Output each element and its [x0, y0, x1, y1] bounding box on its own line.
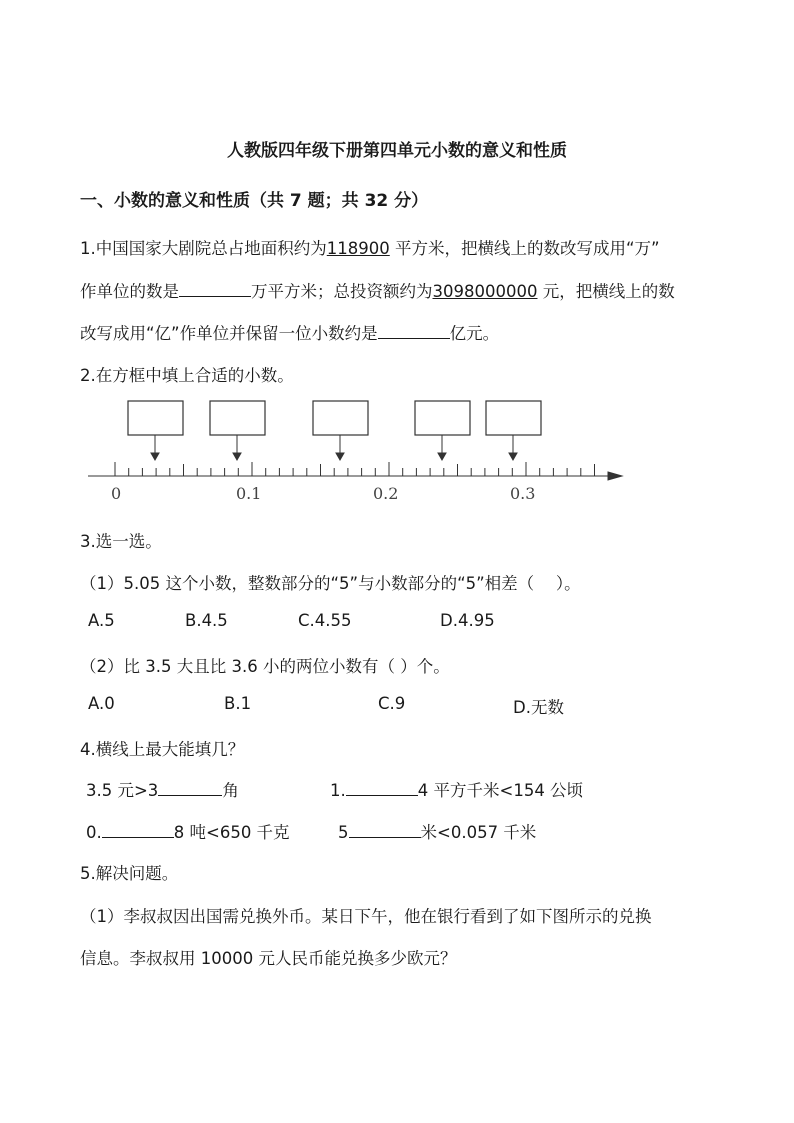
- answer-box-2[interactable]: [210, 401, 265, 435]
- tick-label-0.3: 0.3: [510, 484, 536, 503]
- q3-sub1-option-c[interactable]: C.4.55: [298, 611, 352, 630]
- q3-sub2-option-d[interactable]: D.无数: [513, 698, 564, 717]
- q4-c-blank[interactable]: [102, 823, 174, 838]
- q3-sub2-option-b[interactable]: B.1: [224, 694, 252, 713]
- q4-c-suffix: 8 吨<650 千克: [173, 823, 290, 842]
- q5-sub1-line-2: 信息。李叔叔用 10000 元人民币能兑换多少欧元？: [80, 949, 457, 968]
- q4-a-suffix: 角: [222, 781, 239, 800]
- q2-prompt: 2.在方框中填上合适的小数。: [80, 366, 294, 385]
- q3-sub1: （1）5.05 这个小数，整数部分的“5”与小数部分的“5”相差（ ）。: [80, 574, 581, 593]
- answer-box-4[interactable]: [415, 401, 470, 435]
- q4-d-suffix: 米<0.057 千米: [420, 823, 537, 842]
- axis-arrowhead: [608, 472, 622, 480]
- q1-text-4: 万平方米；总投资额约为: [251, 282, 433, 301]
- answer-box-5[interactable]: [486, 401, 541, 435]
- q3-sub2: （2）比 3.5 大且比 3.6 小的两位小数有（ ）个。: [80, 657, 450, 676]
- q4-a-blank[interactable]: [158, 781, 222, 796]
- q3-sub1-option-b[interactable]: B.4.5: [185, 611, 228, 630]
- q4-item-d: [338, 819, 536, 843]
- q1-money-value: 3098000000: [432, 282, 538, 301]
- q4-a-prefix: 3.5 元>3: [86, 781, 159, 800]
- q1-text-6: 改写成用“亿”作单位并保留一位小数约是: [80, 324, 378, 343]
- q4-item-a: [86, 777, 239, 801]
- q1-text-3: 作单位的数是: [80, 282, 179, 301]
- q4-b-blank[interactable]: [346, 781, 418, 796]
- q3-prompt: 3.选一选。: [80, 532, 162, 551]
- q1-area-value: 118900: [326, 239, 390, 258]
- q3-sub1-option-d[interactable]: D.4.95: [440, 611, 495, 630]
- answer-box-3[interactable]: [313, 401, 368, 435]
- q5-sub1-line-1: （1）李叔叔因出国需兑换外币。某日下午，他在银行看到了如下图所示的兑换: [80, 907, 652, 926]
- tick-label-0.2: 0.2: [373, 484, 399, 503]
- q4-d-prefix: 5: [338, 823, 349, 842]
- answer-box-1[interactable]: [128, 401, 183, 435]
- q1-text-1: 1.中国国家大剧院总占地面积约为: [80, 239, 327, 258]
- q1-text-5: 元，把横线上的数: [537, 282, 675, 301]
- q1-text-7: 亿元。: [449, 324, 500, 343]
- q5-prompt: 5.解决问题。: [80, 864, 179, 883]
- q1-text-2: 平方米，把横线上的数改写成用“万”: [389, 239, 660, 258]
- q3-sub1-option-a[interactable]: A.5: [88, 611, 115, 630]
- page-title: 人教版四年级下册第四单元小数的意义和性质: [227, 141, 567, 161]
- q3-sub2-option-c[interactable]: C.9: [378, 694, 406, 713]
- q4-prompt: 4.横线上最大能填几？: [80, 740, 245, 759]
- q4-b-prefix: 1.: [330, 781, 346, 800]
- q4-b-suffix: 4 平方千米<154 公顷: [417, 781, 584, 800]
- section-heading: 一、小数的意义和性质（共 7 题；共 32 分）: [80, 191, 429, 211]
- q3-sub2-option-a[interactable]: A.0: [88, 694, 115, 713]
- tick-label-0: 0: [111, 484, 122, 503]
- q4-item-b: [330, 777, 583, 801]
- q4-c-prefix: 0.: [86, 823, 102, 842]
- q4-d-blank[interactable]: [349, 823, 421, 838]
- tick-label-0.1: 0.1: [236, 484, 262, 503]
- q4-item-c: [86, 819, 290, 843]
